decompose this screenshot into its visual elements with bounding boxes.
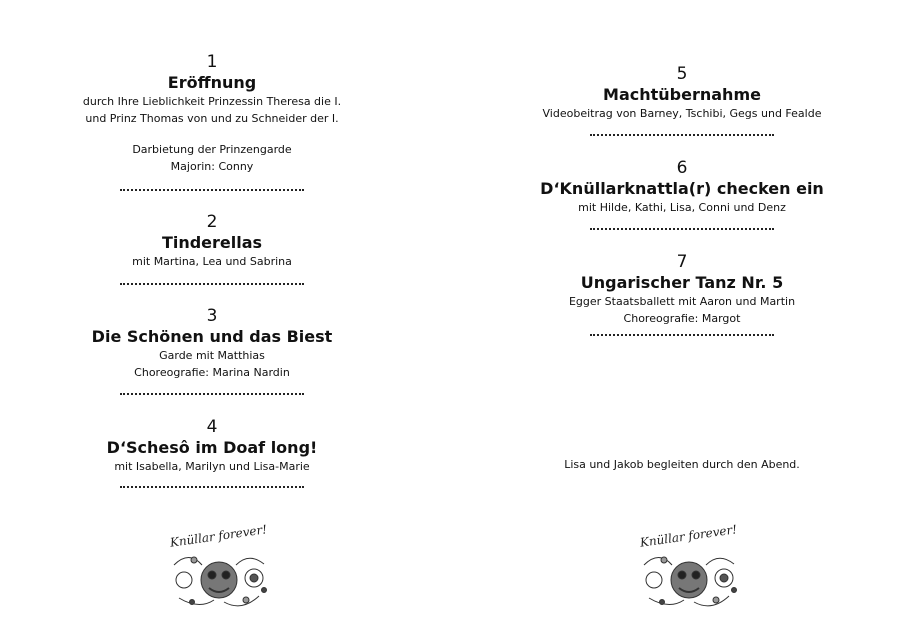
program-item-4 bbox=[42, 417, 382, 475]
program-item-1 bbox=[42, 52, 382, 175]
program-item-6 bbox=[512, 158, 852, 216]
item-detail: Darbietung der Prinzengarde bbox=[132, 143, 292, 156]
dotted-divider bbox=[590, 134, 774, 136]
item-title: Die Schönen und das Biest bbox=[91, 327, 333, 346]
host-note: Lisa und Jakob begleiten durch den Abend. bbox=[564, 458, 800, 471]
item-number: 2 bbox=[206, 212, 218, 232]
item-detail: mit Martina, Lea und Sabrina bbox=[132, 255, 292, 268]
item-detail: mit Isabella, Marilyn und Lisa-Marie bbox=[114, 460, 310, 473]
item-title: Eröffnung bbox=[167, 73, 257, 92]
dotted-divider bbox=[120, 189, 304, 191]
item-detail: mit Hilde, Kathi, Lisa, Conni und Denz bbox=[578, 201, 786, 214]
item-title: D‘Knüllarknattla(r) checken ein bbox=[540, 179, 824, 198]
program-item-5 bbox=[512, 64, 852, 122]
item-detail: und Prinz Thomas von und zu Schneider der I. bbox=[85, 112, 339, 125]
item-number: 3 bbox=[206, 306, 218, 326]
svg-text:Knüllar forever!: Knüllar forever! bbox=[639, 522, 738, 550]
svg-text:Knüllar forever!: Knüllar forever! bbox=[169, 522, 268, 550]
program-item-7 bbox=[512, 252, 852, 327]
dotted-divider bbox=[590, 228, 774, 230]
knuellar-logo-icon bbox=[624, 520, 754, 616]
dotted-divider bbox=[120, 283, 304, 285]
item-detail: Choreografie: Margot bbox=[623, 312, 741, 325]
item-detail: Majorin: Conny bbox=[170, 160, 254, 173]
item-detail: Egger Staatsballett mit Aaron und Martin bbox=[568, 295, 796, 308]
item-detail: Choreografie: Marina Nardin bbox=[134, 366, 290, 379]
knuellar-logo bbox=[154, 520, 284, 616]
item-title: D‘Schesô im Doaf long! bbox=[106, 438, 318, 457]
dotted-divider bbox=[590, 334, 774, 336]
item-detail: Garde mit Matthias bbox=[159, 349, 265, 362]
item-title: Ungarischer Tanz Nr. 5 bbox=[580, 273, 784, 292]
item-detail: Videobeitrag von Barney, Tschibi, Gegs und Fealde bbox=[542, 107, 822, 120]
program-item-2 bbox=[42, 212, 382, 270]
item-title: Tinderellas bbox=[161, 233, 263, 252]
knuellar-logo bbox=[624, 520, 754, 616]
item-detail: durch Ihre Lieblichkeit Prinzessin Theresa die I. bbox=[82, 95, 342, 108]
item-number: 6 bbox=[676, 158, 688, 178]
item-number: 5 bbox=[676, 64, 688, 84]
item-title: Machtübernahme bbox=[603, 85, 761, 104]
dotted-divider bbox=[120, 393, 304, 395]
item-number: 4 bbox=[206, 417, 218, 437]
knuellar-logo-icon bbox=[154, 520, 284, 616]
program-item-3 bbox=[42, 306, 382, 381]
item-number: 7 bbox=[676, 252, 688, 272]
dotted-divider bbox=[120, 486, 304, 488]
item-number: 1 bbox=[206, 52, 218, 72]
